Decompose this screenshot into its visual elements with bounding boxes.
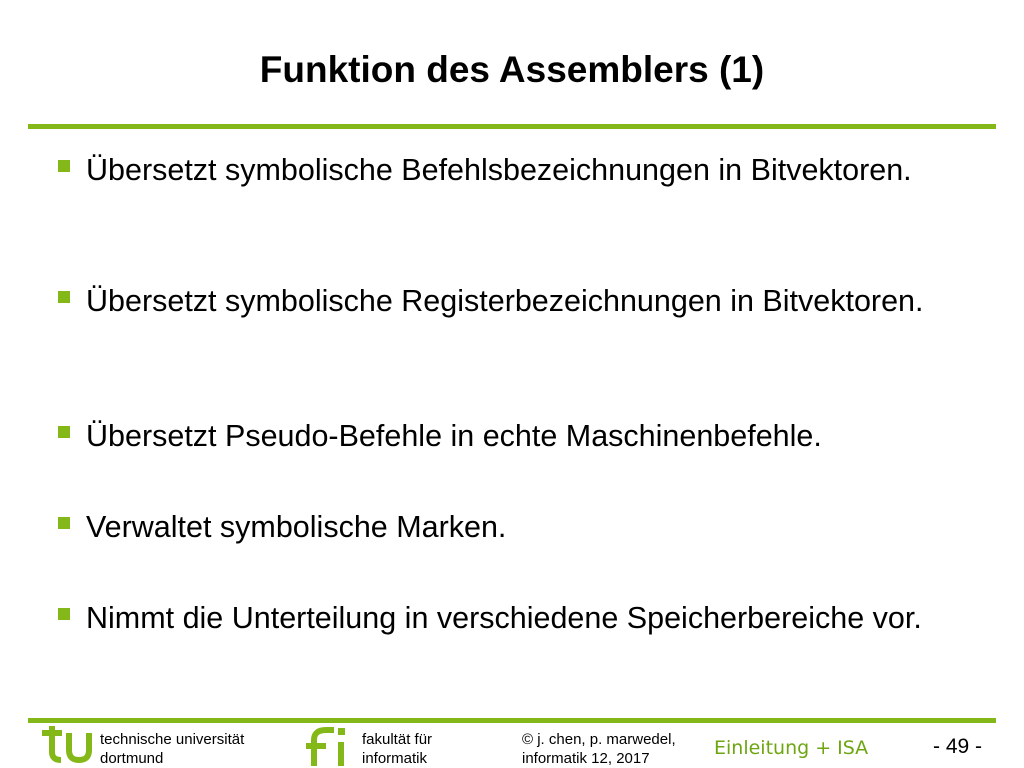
copyright-line1: © j. chen, p. marwedel, bbox=[522, 731, 676, 748]
tu-name-line2: dortmund bbox=[100, 750, 164, 767]
bullet-text: Nimmt die Unterteilung in verschiedene Speicherbereiche vor. bbox=[86, 601, 922, 635]
bullet-square-icon bbox=[58, 426, 70, 438]
tu-name-line1: technische universität bbox=[100, 731, 245, 748]
bullet-text: Übersetzt symbolische Befehlsbezeichnungen in Bitvektoren. bbox=[86, 153, 912, 187]
bullet-text: Übersetzt Pseudo-Befehle in echte Maschinenbefehle. bbox=[86, 419, 822, 453]
bullet-text: Verwaltet symbolische Marken. bbox=[86, 510, 507, 544]
faculty-line1: fakultät für bbox=[362, 731, 433, 748]
section-label: Einleitung + ISA bbox=[714, 737, 869, 759]
page-number: - 49 - bbox=[933, 735, 983, 758]
bullet-square-icon bbox=[58, 291, 70, 303]
copyright-line2: informatik 12, 2017 bbox=[522, 750, 650, 767]
bullet-square-icon bbox=[58, 517, 70, 529]
bullet-text: Übersetzt symbolische Registerbezeichnungen in Bitvektoren. bbox=[86, 284, 924, 318]
title-divider bbox=[28, 124, 996, 129]
bullet-square-icon bbox=[58, 160, 70, 172]
slide-title: Funktion des Assemblers (1) bbox=[259, 49, 765, 90]
faculty-line2: informatik bbox=[362, 750, 428, 767]
footer-divider bbox=[28, 718, 996, 723]
bullet-square-icon bbox=[58, 608, 70, 620]
fi-logo bbox=[306, 726, 352, 766]
tu-logo bbox=[42, 726, 94, 764]
